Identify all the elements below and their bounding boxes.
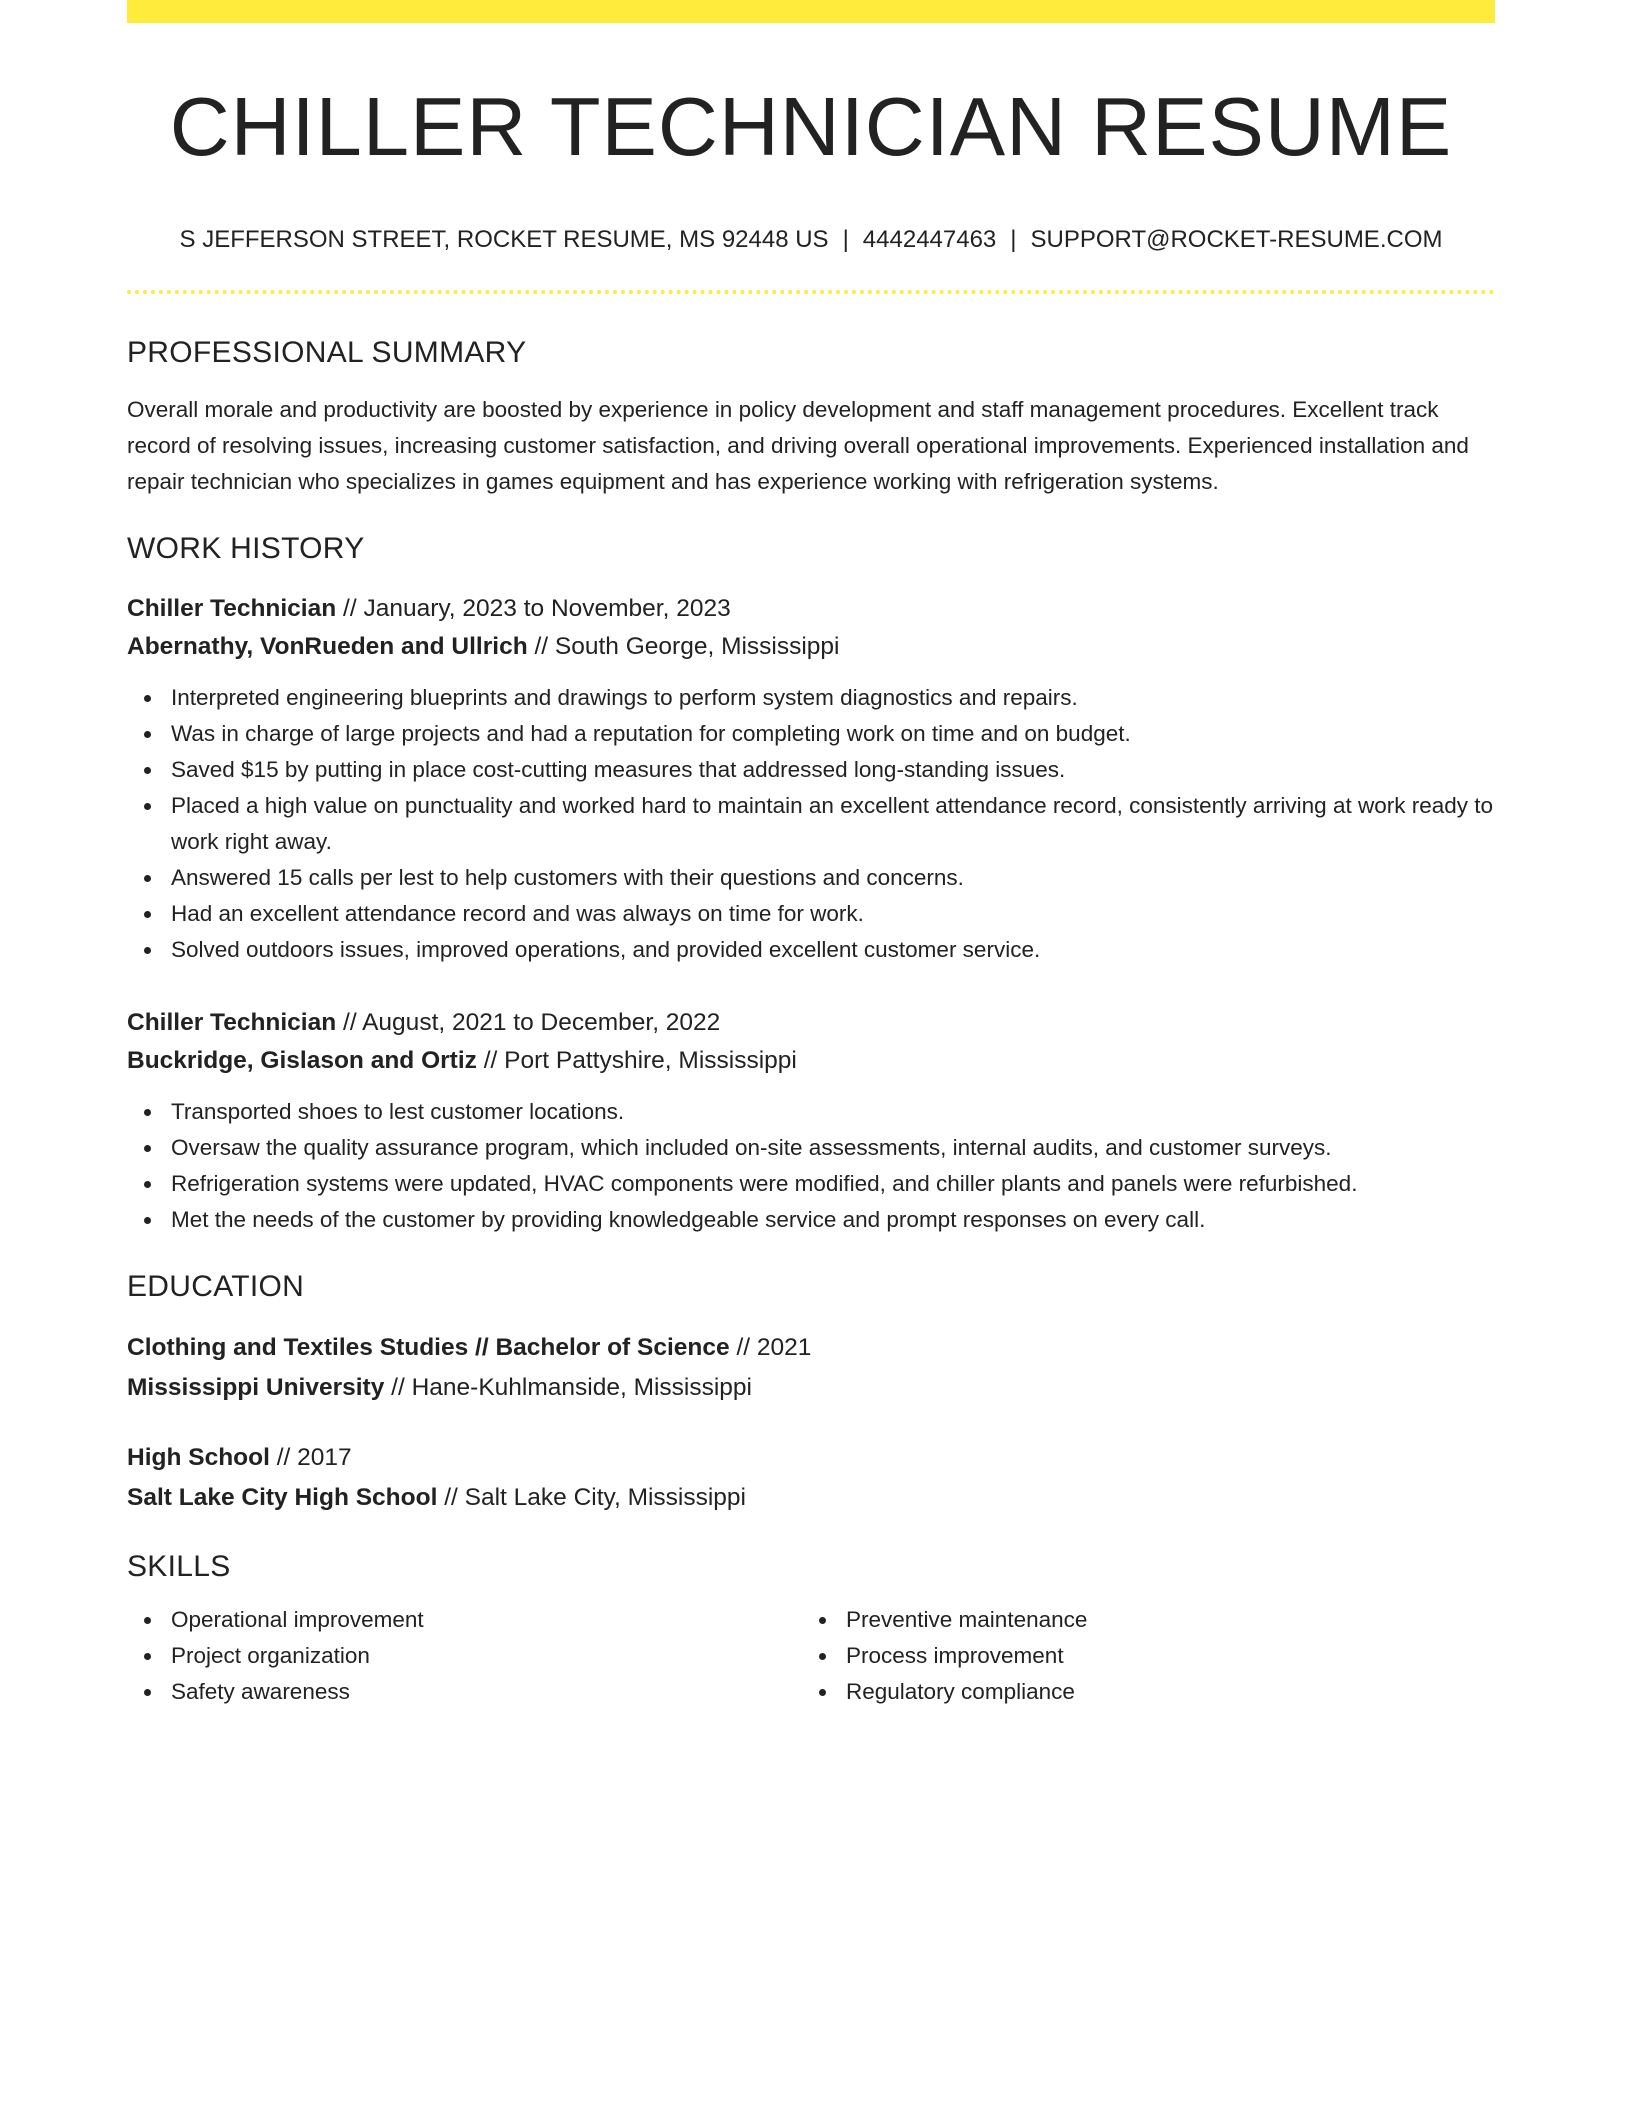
list-item: Saved $15 by putting in place cost-cutting measures that addressed long-standing issues. [127,752,1495,788]
skill-item: Safety awareness [127,1674,802,1710]
education-location: // Salt Lake City, Mississippi [437,1484,746,1512]
list-item: Refrigeration systems were updated, HVAC components were modified, and chiller plants and panels were refurbished. [127,1166,1495,1202]
skill-item: Operational improvement [127,1602,802,1638]
education-degree-line [127,1328,1495,1368]
contact-separator: | [1010,226,1017,254]
education-degree: High School [127,1444,270,1472]
summary-heading: PROFESSIONAL SUMMARY [127,336,527,370]
education-year: // 2021 [729,1334,812,1362]
list-item: Placed a high value on punctuality and worked hard to maintain an excellent attendance record, consistently arriving at work ready to work right away. [127,788,1495,860]
job-title: Chiller Technician [127,1009,337,1037]
list-item: Had an excellent attendance record and was always on time for work. [127,896,1495,932]
list-item: Oversaw the quality assurance program, which included on-site assessments, internal audits, and customer surveys. [127,1130,1495,1166]
contact-address: S JEFFERSON STREET, ROCKET RESUME, MS 92448 US [179,226,829,254]
job-company-line [127,628,1495,666]
contact-separator: | [842,226,849,254]
job-dates: // August, 2021 to December, 2022 [336,1009,721,1037]
job-title-line [127,590,1495,628]
job-title: Chiller Technician [127,595,337,623]
job-entry [127,590,1495,968]
education-year: // 2017 [269,1444,352,1472]
list-item: Solved outdoors issues, improved operations, and provided excellent customer service. [127,932,1495,968]
list-item: Was in charge of large projects and had a reputation for completing work on time and on budget. [127,716,1495,752]
dotted-divider [127,290,1495,294]
education-school-line [127,1368,1495,1408]
contact-phone: 4442447463 [862,226,997,254]
summary-text: Overall morale and productivity are boosted by experience in policy development and staff management procedures. Excellent track record of resolving issues, increasing customer satisfaction, and driving overall operational improvements. Experienced installation and repair technician who specializes in games equipment and has experience working with refrigeration systems. [127,397,1469,495]
accent-top-bar [127,0,1495,23]
skill-item: Regulatory compliance [802,1674,1477,1710]
job-company: Buckridge, Gislason and Ortiz [127,1047,477,1075]
skill-item: Preventive maintenance [802,1602,1477,1638]
list-item: Met the needs of the customer by providing knowledgeable service and prompt responses on every call. [127,1202,1495,1238]
job-location: // South George, Mississippi [527,633,840,661]
skills-column-right [802,1602,1477,1710]
education-entry [127,1438,1495,1518]
skills-list [127,1602,1495,1710]
job-title-line [127,1004,1495,1042]
education-school: Salt Lake City High School [127,1484,438,1512]
education-degree: Clothing and Textiles Studies // Bachelor of Science [127,1334,730,1362]
job-location: // Port Pattyshire, Mississippi [476,1047,797,1075]
job-bullets [127,1094,1495,1238]
job-company-line [127,1042,1495,1080]
job-company: Abernathy, VonRueden and Ullrich [127,633,528,661]
list-item: Transported shoes to lest customer locations. [127,1094,1495,1130]
education-heading: EDUCATION [127,1270,305,1304]
job-entry [127,1004,1495,1238]
education-school: Mississippi University [127,1374,385,1402]
resume-title: CHILLER TECHNICIAN RESUME [169,80,1453,173]
skill-item: Process improvement [802,1638,1477,1674]
education-location: // Hane-Kuhlmanside, Mississippi [384,1374,753,1402]
list-item: Answered 15 calls per lest to help customers with their questions and concerns. [127,860,1495,896]
job-bullets [127,680,1495,968]
skills-column-left [127,1602,802,1710]
resume-page [127,0,1495,2112]
list-item: Interpreted engineering blueprints and drawings to perform system diagnostics and repairs. [127,680,1495,716]
skill-item: Project organization [127,1638,802,1674]
skills-heading: SKILLS [127,1550,231,1584]
job-dates: // January, 2023 to November, 2023 [336,595,731,623]
education-school-line [127,1478,1495,1518]
education-entry [127,1328,1495,1408]
education-degree-line [127,1438,1495,1478]
contact-email: SUPPORT@ROCKET-RESUME.COM [1030,226,1443,254]
work-history-heading: WORK HISTORY [127,532,365,566]
contact-line [127,226,1495,254]
